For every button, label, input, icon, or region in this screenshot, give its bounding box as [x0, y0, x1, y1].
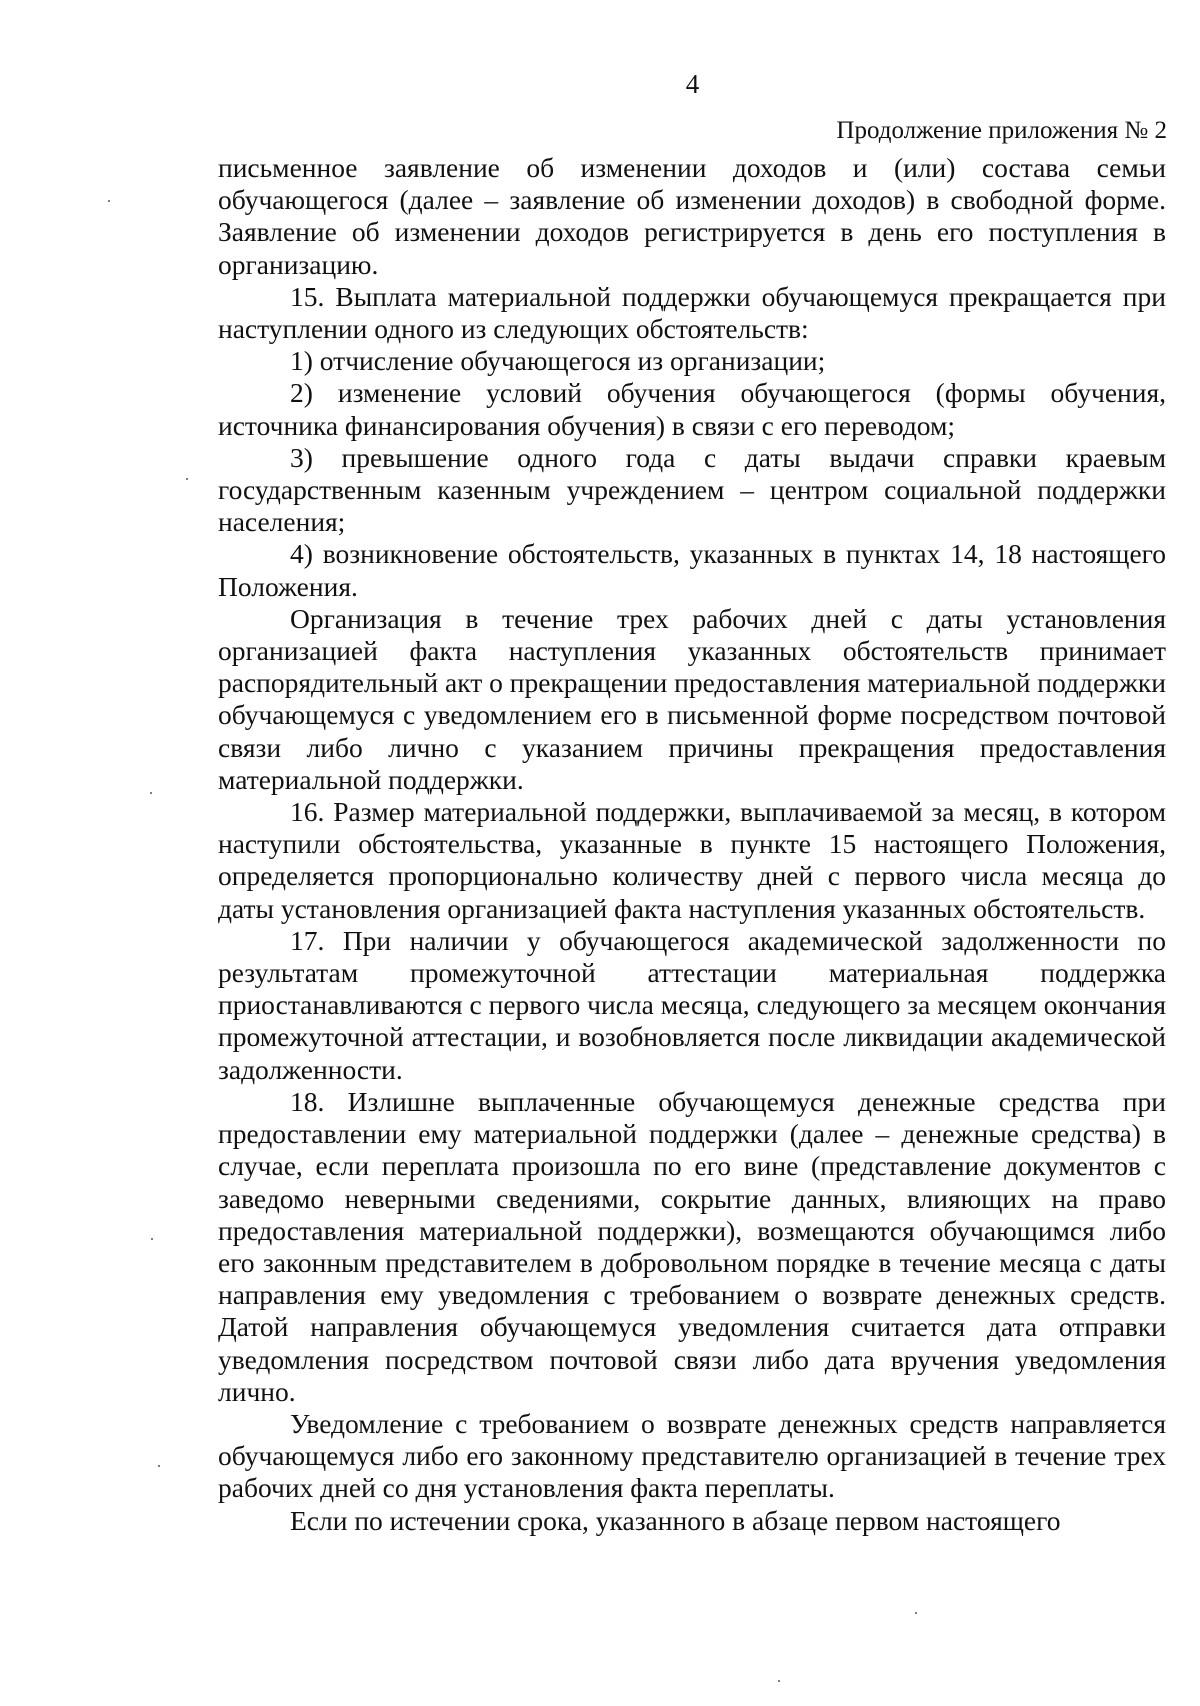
paragraph: 4) возникновение обстоятельств, указанных в пунктах 14, 18 настоящего Положения.: [218, 538, 1166, 602]
paragraph: 16. Размер материальной поддержки, выплачиваемой за месяц, в котором наступили обстоятельства, указанные в пункте 15 настоящего Положения, определяется пропорционально количеству дней с первого числа месяца до даты установления организацией факта наступления указанных обстоятельств.: [218, 796, 1166, 924]
body-text: [218, 152, 1166, 1537]
paragraph: Уведомление с требованием о возврате денежных средств направляется обучающемуся либо его законному представителю организацией в течение трех рабочих дней со дня установления факта переплаты.: [218, 1407, 1166, 1504]
scan-speck: [915, 1612, 917, 1614]
paragraph: письменное заявление об изменении доходов и (или) состава семьи обучающегося (далее – заявление об изменении доходов) в свободной форме. Заявление об изменении доходов регистрируется в день его поступления в организацию.: [218, 152, 1166, 280]
paragraph: 3) превышение одного года с даты выдачи справки краевым государственным казенным учреждением – центром социальной поддержки населения;: [218, 441, 1166, 538]
scan-speck: [151, 1238, 153, 1240]
paragraph: 1) отчисление обучающегося из организации;: [290, 345, 826, 377]
scan-speck: [158, 1465, 160, 1467]
paragraph: 17. При наличии у обучающегося академической задолженности по результатам промежуточной аттестации материальная поддержка приостанавливаются с первого числа месяца, следующего за месяцем окончания промежуточной аттестации, и возобновляется после ликвидации академической задолженности.: [218, 924, 1166, 1085]
paragraph: 18. Излишне выплаченные обучающемуся денежные средства при предоставлении ему материальной поддержки (далее – денежные средства) в случае, если переплата произошла по его вине (представление документов с заведомо неверными сведениями, сокрытие данных, влияющих на право предоставления материальной поддержки), возмещаются обучающимся либо его законным представителем в добровольном порядке в течение месяца с даты направления ему уведомления с требованием о возврате денежных средств. Датой направления обучающемуся уведомления считается дата отправки уведомления посредством почтовой связи либо дата вручения уведомления лично.: [218, 1085, 1166, 1407]
scan-speck: [108, 200, 110, 202]
scan-speck: [150, 792, 152, 794]
scan-speck: [778, 1680, 780, 1682]
paragraph: Организация в течение трех рабочих дней с даты установления организацией факта наступления указанных обстоятельств принимает распорядительный акт о прекращении предоставления материальной поддержки обучающемуся с уведомлением его в письменной форме посредством почтовой связи либо лично с указанием причины прекращения предоставления материальной поддержки.: [218, 602, 1166, 795]
appendix-continuation-label: Продолжение приложения № 2: [836, 117, 1167, 144]
scan-speck: [186, 478, 188, 480]
paragraph: 15. Выплата материальной поддержки обучающемуся прекращается при наступлении одного из следующих обстоятельств:: [218, 280, 1166, 345]
paragraph: 2) изменение условий обучения обучающегося (формы обучения, источника финансирования обучения) в связи с его переводом;: [218, 377, 1166, 441]
page-number: 4: [685, 69, 700, 99]
paragraph: Если по истечении срока, указанного в абзаце первом настоящего: [290, 1504, 1061, 1536]
